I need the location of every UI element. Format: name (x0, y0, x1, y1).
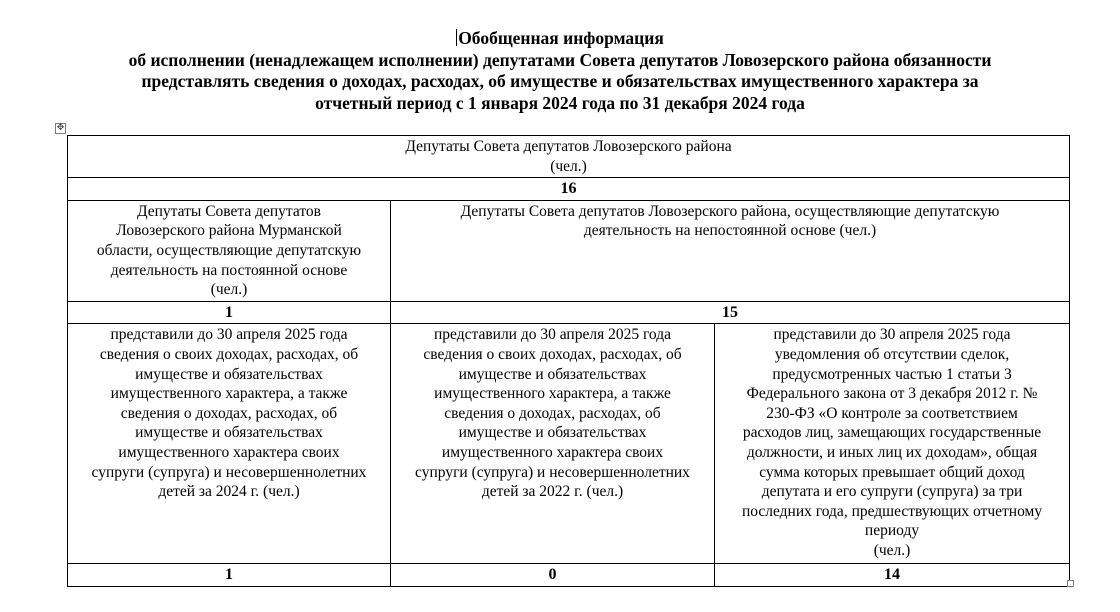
col3-value-cell: 14 (715, 564, 1070, 587)
title-line-4: отчетный период с 1 января 2024 года по 31 декабря 2024 года (315, 92, 805, 113)
col1-value-cell: 1 (68, 564, 391, 587)
document-title (40, 28, 1080, 114)
col2-value-cell: 0 (391, 564, 715, 587)
table-move-icon[interactable]: ✥ (56, 123, 65, 133)
title-line-1 (40, 28, 1080, 50)
permanent-header-cell: Депутаты Совета депутатов Ловозерского района Мурманской области, осуществляющие депутатскую деятельность на постоянной основе (чел.) (68, 200, 391, 301)
title-line-2: об исполнении (ненадлежащем исполнении) депутатами Совета депутатов Ловозерского района обязанности (128, 49, 992, 70)
nonpermanent-count-cell: 15 (391, 301, 1070, 324)
title-line-3: представлять сведения о доходах, расходах, об имуществе и обязательствах имущественного характера за (141, 71, 979, 91)
table-header-cell: Депутаты Совета депутатов Ловозерского района (чел.) (68, 136, 1070, 178)
col3-description-cell: представили до 30 апреля 2025 года уведомления об отсутствии сделок, предусмотренных частью 1 статьи 3 Федерального закона от 3 декабря 2012 г. № 230-ФЗ «О контроле за соответствием расходов лиц, замещающих государственные должности, и иных лиц их доходам», общая сумма которых превышает общий доход депутата и его супруги (супруга) за три последних года, предшествующих отчетному периоду (чел.) (715, 324, 1070, 564)
report-table (67, 135, 1070, 587)
total-count-cell: 16 (68, 178, 1070, 201)
table-resize-icon[interactable] (1067, 580, 1074, 587)
nonpermanent-header-cell: Депутаты Совета депутатов Ловозерского района, осуществляющие депутатскую деятельность на непостоянной основе (чел.) (391, 200, 1070, 301)
col1-description-cell: представили до 30 апреля 2025 года сведения о своих доходах, расходах, об имуществе и обязательствах имущественного характера, а также сведения о доходах, расходах, об имуществе и обязательствах имущественного характера своих супруги (супруга) и несовершеннолетних детей за 2024 г. (чел.) (68, 324, 391, 564)
title-line-1-text: Обобщенная информация (458, 28, 664, 48)
col2-description-cell: представили до 30 апреля 2025 года сведения о своих доходах, расходах, об имуществе и обязательствах имущественного характера, а также сведения о доходах, расходах, об имуществе и обязательствах имущественного характера своих супруги (супруга) и несовершеннолетних детей за 2022 г. (чел.) (391, 324, 715, 564)
permanent-count-cell: 1 (68, 301, 391, 324)
